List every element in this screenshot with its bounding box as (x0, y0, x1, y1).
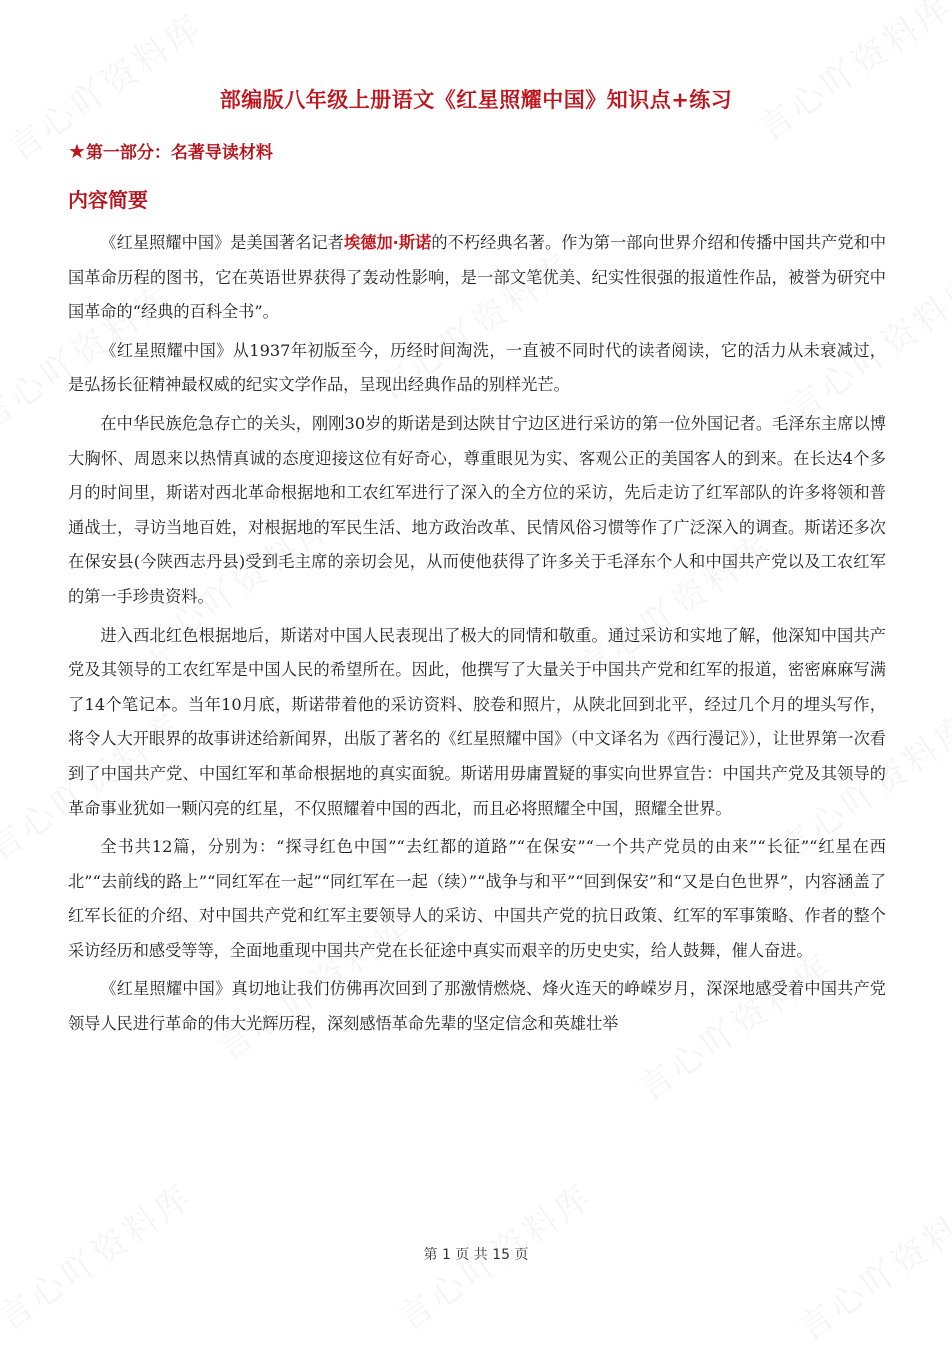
section-heading (68, 138, 273, 163)
paragraph-2: 《红星照耀中国》从1937年初版至今，历经时间淘洗，一直被不同时代的读者阅读，它的活力从未衰减过，是弘扬长征精神最权威的纪实文学作品，呈现出经典作品的别样光芒。 (68, 340, 886, 395)
paragraph-6: 《红星照耀中国》真切地让我们仿佛再次回到了那激情燃烧、烽火连天的峥嵘岁月，深深地感受着中国共产党领导人民进行革命的伟大光辉历程，深刻感悟革命先辈的坚定信念和英雄壮举 (68, 979, 886, 1034)
paragraph-5: 全书共12篇，分别为：“探寻红色中国”“去红都的道路”“在保安”“一个共产党员的由来”“长征”“红星在西北”“去前线的路上”“同红军在一起”“同红军在一起（续）”“战争与和平”“回到保安”和“又是白色世界”，内容涵盖了红军长征的介绍、对中国共产党和红军主要领导人的采访、中国共产党的抗日政策、红军的军事策略、作者的整个采访经历和感受等等，全面地重现中国共产党在长征途中真实而艰辛的历史史实，给人鼓舞，催人奋进。 (68, 837, 886, 960)
author-name-highlight: 埃德加·斯诺 (343, 233, 432, 252)
body-text (68, 226, 886, 1042)
paragraph-text: 的不朽经典名著。作为第一部向世界介绍和传播中国共产党和中国革命历程的图书，它在英语世界获得了轰动性影响，是一部文笔优美、纪实性很强的报道性作品，被誉为研究中国革命的“经典的百科全书”。 (68, 233, 887, 322)
paragraph-1 (68, 226, 886, 330)
paragraph-text: 《红星照耀中国》是美国著名记者 (100, 233, 344, 252)
page-number-footer: 第 1 页 共 15 页 (423, 1247, 529, 1263)
section-heading-label: 第一部分：名著导读材料 (85, 143, 273, 163)
subheading-content-summary: 内容简要 (68, 188, 148, 212)
paragraph-3: 在中华民族危急存亡的关头，刚刚30岁的斯诺是到达陕甘宁边区进行采访的第一位外国记者。毛泽东主席以博大胸怀、周恩来以热情真诚的态度迎接这位有好奇心，尊重眼见为实、客观公正的美国客人的到来。在长达4个多月的时间里，斯诺对西北革命根据地和工农红军进行了深入的全方位的采访，先后走访了红军部队的许多将领和普通战士，寻访当地百姓，对根据地的军民生活、地方政治改革、民情风俗习惯等作了广泛深入的调查。斯诺还多次在保安县(今陕西志丹县)受到毛主席的亲切会见，从而使他获得了许多关于毛泽东个人和中国共产党以及工农红军的第一手珍贵资料。 (68, 413, 886, 606)
document-title: 部编版八年级上册语文《红星照耀中国》知识点+练习 (219, 88, 733, 112)
star-icon: ★ (68, 139, 86, 163)
paragraph-4: 进入西北红色根据地后，斯诺对中国人民表现出了极大的同情和敬重。通过采访和实地了解，他深知中国共产党及其领导的工农红军是中国人民的希望所在。因此，他撰写了大量关于中国共产党和红军的报道，密密麻麻写满了14个笔记本。当年10月底，斯诺带着他的采访资料、胶卷和照片，从陕北回到北平，经过几个月的埋头写作，将令人大开眼界的故事讲述给新闻界，出版了著名的《红星照耀中国》（中文译名为《西行漫记》），让世界第一次看到了中国共产党、中国红军和革命根据地的真实面貌。斯诺用毋庸置疑的事实向世界宣告：中国共产党及其领导的革命事业犹如一颗闪亮的红星，不仅照耀着中国的西北，而且必将照耀全中国，照耀全世界。 (68, 625, 886, 818)
